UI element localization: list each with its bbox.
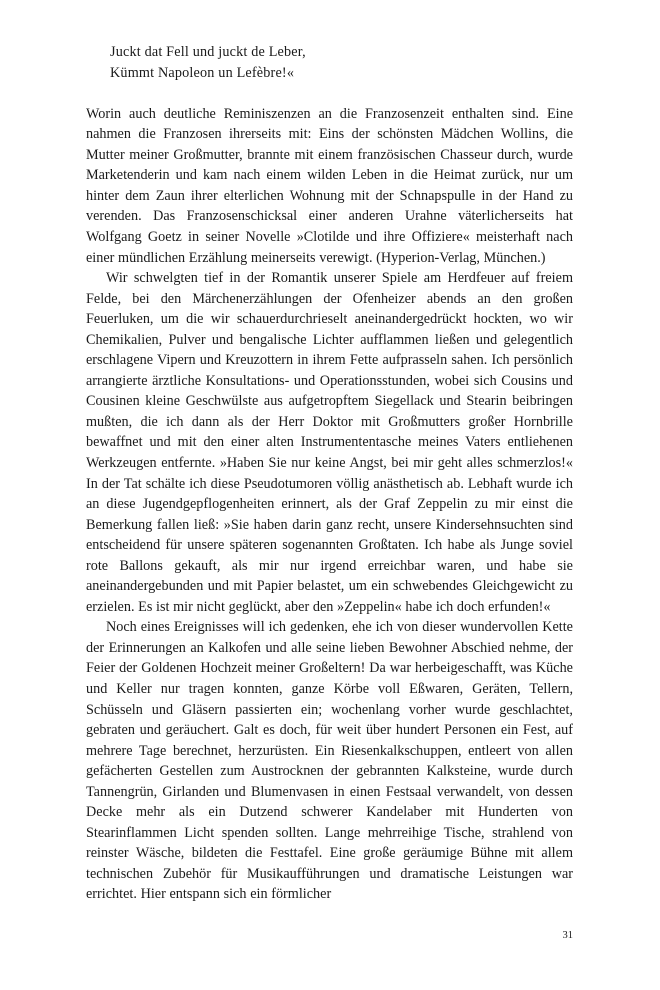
paragraph-franzosenzeit: Worin auch deutliche Reminiszenzen an die Franzosenzeit enthalten sind. Eine nahmen die Franzosen ihrerseits mit: Eins der schönsten Mädchen Wollins, die Mutter meiner Großmutter, brannte mit einem französischen Chasseur durch, wurde Marketenderin und kam nach einem wilden Leben in die Heimat zurück, nur um hinter dem Zaun ihrer elterlichen Wohnung mit der Schnapspulle in der Hand zu verenden. Das Franzosenschicksal einer anderen Urahne väterlicherseits hat Wolfgang Goetz in seiner Novelle »Clotilde und ihre Offiziere« meisterhaft nach einer mündlichen Erzählung meinerseits verewigt. (Hyperion-Verlag, München.) bbox=[86, 105, 573, 266]
paragraph-goldene-hochzeit: Noch eines Ereignisses will ich gedenken, ehe ich von dieser wundervollen Kette der Erinnerungen an Kalkofen und alle seine lieben Bewohner Abschied nehme, der Feier der Goldenen Hochzeit meiner Großeltern! Da war herbeigeschafft, was Küche und Keller nur tragen konnten, ganze Körbe voll Eßwaren, Geräten, Tellern, Schüsseln und Gläsern passierten ein; wochenlang vorher wurde geschlachtet, gebraten und geräuchert. Galt es doch, für weit über hundert Personen ein Fest, auf mehrere Tage berechnet, herzurüsten. Ein Riesenkalkschuppen, entleert von allen gefächerten Gestellen zum Austrocknen der gebrannten Kalksteine, wurde durch Tannengrün, Girlanden und Blumenvasen in einen Festsaal verwandelt, von dessen Decke mehr als ein Dutzend schwerer Kandelaber mit Hunderten von Stearinflammen Licht spenden sollten. Lange mehrreihige Tische, strahlend von reinster Wäsche, bildeten die Festtafel. Eine große geräumige Bühne mit allem technischen Zubehör für Musikaufführungen und dramatische Leistungen war errichtet. Hier entspann sich ein förmlicher bbox=[86, 619, 573, 903]
verse-line-2: Kümmt Napoleon un Lefèbre!« bbox=[110, 64, 295, 81]
page-number: 31 bbox=[562, 930, 573, 941]
page-text-block bbox=[86, 42, 573, 905]
verse-quotation bbox=[86, 42, 573, 83]
paragraph-romantik: Wir schwelgten tief in der Romantik unserer Spiele am Herdfeuer auf freiem Felde, bei den Märchenerzählungen der Ofenheizer abends an den großen Feuerluken, um die wir schauerdurchrieselt aneinandergedrückt hockten, wo wir Chemikalien, Pulver und bengalische Lichter aufflammen ließen und gelegentlich erschlagene Vipern und Kreuzottern in ihrem Fette aufprasseln sahen. Ich persönlich arrangierte ärztliche Konsultations- und Operationsstunden, wobei sich Cousins und Cousinen kleine Geschwülste aus aufgetropftem Siegellack und Stearin beibringen mußten, die ich dann als der Herr Doktor mit Großmutters großer Hornbrille bewaffnet und mit den einer alten Instrumententasche meines Vaters entliehenen Werkzeugen entfernte. »Haben Sie nur keine Angst, bei mir geht alles schmerzlos!« In der Tat schälte ich diese Pseudotumoren völlig anästhetisch ab. Lebhaft wurde ich an diese Jugendgepflogenheiten erinnert, als der Graf Zeppelin zu mir einst die Bemerkung fallen ließ: »Sie haben darin ganz recht, unsere Kindersehnsuchten sind entscheidend für unsere späteren sogenannten Großtaten. Ich habe als Junge soviel rote Ballons gekauft, als mir nur irgend erreichbar waren, und habe sie aneinandergebunden und mit Papier belastet, um ein schwebendes Gleichgewicht zu erzielen. Es ist mir nicht geglückt, aber den »Zeppelin« habe ich doch erfunden!« bbox=[86, 270, 573, 615]
verse-line-1: Juckt dat Fell und juckt de Leber, bbox=[110, 44, 306, 60]
